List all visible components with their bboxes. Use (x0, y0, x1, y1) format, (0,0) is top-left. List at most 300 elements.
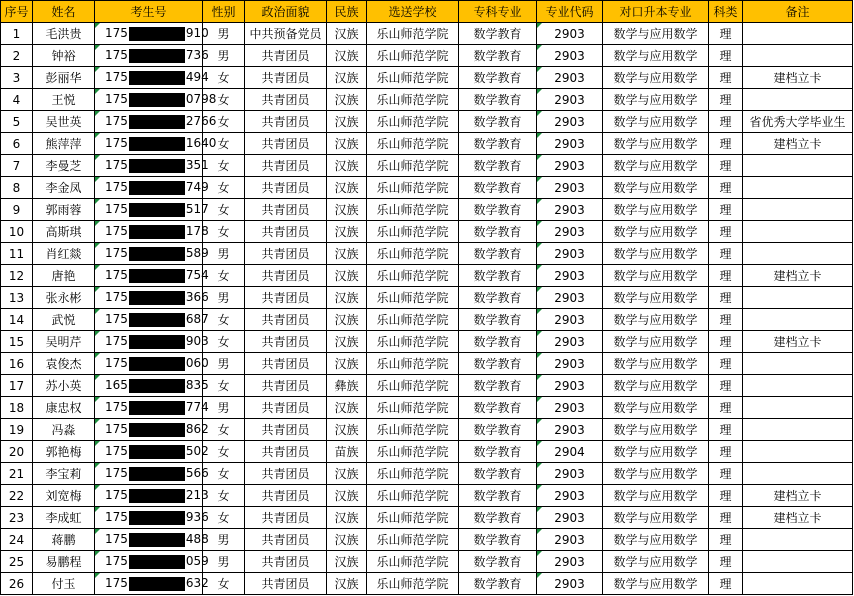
note-cell[interactable] (743, 199, 853, 221)
row-number-cell[interactable]: 22 (1, 485, 33, 507)
gender-cell[interactable]: 女 (203, 177, 245, 199)
exam-number-cell[interactable] (95, 243, 209, 265)
header-cell[interactable]: 选送学校 (367, 1, 459, 23)
major-code-cell[interactable] (537, 573, 603, 595)
gender-cell[interactable]: 女 (203, 463, 245, 485)
row-number-cell[interactable]: 20 (1, 441, 33, 463)
ethnicity-cell[interactable]: 汉族 (327, 111, 367, 133)
political-status-cell[interactable]: 共青团员 (245, 221, 327, 243)
ethnicity-cell[interactable]: 汉族 (327, 243, 367, 265)
major-code-cell[interactable] (537, 529, 603, 551)
political-status-cell[interactable]: 共青团员 (245, 397, 327, 419)
exam-number-cell[interactable] (95, 23, 209, 45)
row-number-cell[interactable]: 16 (1, 353, 33, 375)
name-cell[interactable]: 毛洪贵 (33, 23, 95, 45)
target-major-cell[interactable]: 数学与应用数学 (603, 23, 709, 45)
category-cell[interactable]: 理 (709, 353, 743, 375)
row-number-cell[interactable]: 6 (1, 133, 33, 155)
major-code-cell[interactable] (537, 419, 603, 441)
school-cell[interactable]: 乐山师范学院 (367, 441, 459, 463)
political-status-cell[interactable]: 共青团员 (245, 243, 327, 265)
ethnicity-cell[interactable]: 汉族 (327, 177, 367, 199)
political-status-cell[interactable]: 共青团员 (245, 507, 327, 529)
note-cell[interactable] (743, 573, 853, 595)
ethnicity-cell[interactable]: 汉族 (327, 397, 367, 419)
row-number-cell[interactable]: 7 (1, 155, 33, 177)
name-cell[interactable]: 高斯琪 (33, 221, 95, 243)
name-cell[interactable]: 吴世英 (33, 111, 95, 133)
political-status-cell[interactable]: 共青团员 (245, 551, 327, 573)
category-cell[interactable]: 理 (709, 111, 743, 133)
target-major-cell[interactable]: 数学与应用数学 (603, 397, 709, 419)
exam-number-cell[interactable] (95, 89, 217, 111)
target-major-cell[interactable]: 数学与应用数学 (603, 133, 709, 155)
header-cell[interactable]: 备注 (743, 1, 853, 23)
major-code-cell[interactable] (537, 265, 603, 287)
ethnicity-cell[interactable]: 汉族 (327, 287, 367, 309)
school-cell[interactable]: 乐山师范学院 (367, 309, 459, 331)
target-major-cell[interactable]: 数学与应用数学 (603, 353, 709, 375)
major-code-cell[interactable] (537, 155, 603, 177)
category-cell[interactable]: 理 (709, 67, 743, 89)
target-major-cell[interactable]: 数学与应用数学 (603, 199, 709, 221)
row-number-cell[interactable]: 24 (1, 529, 33, 551)
school-cell[interactable]: 乐山师范学院 (367, 243, 459, 265)
school-cell[interactable]: 乐山师范学院 (367, 419, 459, 441)
school-cell[interactable]: 乐山师范学院 (367, 529, 459, 551)
school-cell[interactable]: 乐山师范学院 (367, 331, 459, 353)
row-number-cell[interactable]: 25 (1, 551, 33, 573)
exam-number-cell[interactable] (95, 397, 209, 419)
major-cell[interactable]: 数学教育 (459, 507, 537, 529)
name-cell[interactable]: 苏小英 (33, 375, 95, 397)
note-cell[interactable] (743, 529, 853, 551)
exam-number-cell[interactable] (95, 419, 209, 441)
category-cell[interactable]: 理 (709, 221, 743, 243)
row-number-cell[interactable]: 10 (1, 221, 33, 243)
header-cell[interactable]: 专科专业 (459, 1, 537, 23)
political-status-cell[interactable]: 共青团员 (245, 133, 327, 155)
gender-cell[interactable]: 男 (203, 397, 245, 419)
category-cell[interactable]: 理 (709, 45, 743, 67)
ethnicity-cell[interactable]: 汉族 (327, 67, 367, 89)
political-status-cell[interactable]: 共青团员 (245, 265, 327, 287)
name-cell[interactable]: 熊萍萍 (33, 133, 95, 155)
row-number-cell[interactable]: 18 (1, 397, 33, 419)
major-cell[interactable]: 数学教育 (459, 287, 537, 309)
exam-number-cell[interactable] (95, 133, 217, 155)
note-cell[interactable] (743, 89, 853, 111)
major-cell[interactable]: 数学教育 (459, 375, 537, 397)
gender-cell[interactable]: 男 (203, 353, 245, 375)
major-code-cell[interactable] (537, 507, 603, 529)
exam-number-cell[interactable] (95, 485, 209, 507)
target-major-cell[interactable]: 数学与应用数学 (603, 67, 709, 89)
note-cell[interactable] (743, 287, 853, 309)
ethnicity-cell[interactable]: 汉族 (327, 155, 367, 177)
gender-cell[interactable]: 女 (203, 419, 245, 441)
political-status-cell[interactable]: 共青团员 (245, 155, 327, 177)
exam-number-cell[interactable] (95, 67, 209, 89)
major-code-cell[interactable] (537, 67, 603, 89)
target-major-cell[interactable]: 数学与应用数学 (603, 463, 709, 485)
school-cell[interactable]: 乐山师范学院 (367, 573, 459, 595)
political-status-cell[interactable]: 共青团员 (245, 353, 327, 375)
political-status-cell[interactable]: 共青团员 (245, 45, 327, 67)
note-cell[interactable]: 建档立卡 (743, 67, 853, 89)
ethnicity-cell[interactable]: 汉族 (327, 485, 367, 507)
major-code-cell[interactable] (537, 551, 603, 573)
name-cell[interactable]: 武悦 (33, 309, 95, 331)
school-cell[interactable]: 乐山师范学院 (367, 111, 459, 133)
target-major-cell[interactable]: 数学与应用数学 (603, 89, 709, 111)
political-status-cell[interactable]: 共青团员 (245, 485, 327, 507)
category-cell[interactable]: 理 (709, 397, 743, 419)
major-code-cell[interactable] (537, 221, 603, 243)
target-major-cell[interactable]: 数学与应用数学 (603, 45, 709, 67)
category-cell[interactable]: 理 (709, 89, 743, 111)
header-cell[interactable]: 姓名 (33, 1, 95, 23)
note-cell[interactable] (743, 419, 853, 441)
ethnicity-cell[interactable]: 汉族 (327, 45, 367, 67)
row-number-cell[interactable]: 12 (1, 265, 33, 287)
major-cell[interactable]: 数学教育 (459, 463, 537, 485)
major-cell[interactable]: 数学教育 (459, 573, 537, 595)
gender-cell[interactable]: 女 (203, 67, 245, 89)
note-cell[interactable] (743, 441, 853, 463)
school-cell[interactable]: 乐山师范学院 (367, 67, 459, 89)
exam-number-cell[interactable] (95, 441, 209, 463)
category-cell[interactable]: 理 (709, 441, 743, 463)
target-major-cell[interactable]: 数学与应用数学 (603, 485, 709, 507)
political-status-cell[interactable]: 共青团员 (245, 309, 327, 331)
ethnicity-cell[interactable]: 汉族 (327, 463, 367, 485)
ethnicity-cell[interactable]: 汉族 (327, 199, 367, 221)
major-cell[interactable]: 数学教育 (459, 221, 537, 243)
row-number-cell[interactable]: 4 (1, 89, 33, 111)
ethnicity-cell[interactable]: 汉族 (327, 89, 367, 111)
name-cell[interactable]: 吴明芹 (33, 331, 95, 353)
name-cell[interactable]: 李成虹 (33, 507, 95, 529)
political-status-cell[interactable]: 共青团员 (245, 441, 327, 463)
political-status-cell[interactable]: 共青团员 (245, 529, 327, 551)
major-code-cell[interactable] (537, 45, 603, 67)
political-status-cell[interactable]: 共青团员 (245, 111, 327, 133)
row-number-cell[interactable]: 13 (1, 287, 33, 309)
category-cell[interactable]: 理 (709, 287, 743, 309)
note-cell[interactable]: 建档立卡 (743, 331, 853, 353)
exam-number-cell[interactable] (95, 551, 209, 573)
exam-number-cell[interactable] (95, 309, 209, 331)
school-cell[interactable]: 乐山师范学院 (367, 89, 459, 111)
school-cell[interactable]: 乐山师范学院 (367, 353, 459, 375)
school-cell[interactable]: 乐山师范学院 (367, 23, 459, 45)
school-cell[interactable]: 乐山师范学院 (367, 221, 459, 243)
political-status-cell[interactable]: 中共预备党员 (245, 23, 327, 45)
political-status-cell[interactable]: 共青团员 (245, 419, 327, 441)
gender-cell[interactable]: 女 (203, 265, 245, 287)
exam-number-cell[interactable] (95, 287, 209, 309)
major-cell[interactable]: 数学教育 (459, 111, 537, 133)
name-cell[interactable]: 冯淼 (33, 419, 95, 441)
target-major-cell[interactable]: 数学与应用数学 (603, 221, 709, 243)
major-code-cell[interactable] (537, 397, 603, 419)
gender-cell[interactable]: 男 (203, 243, 245, 265)
political-status-cell[interactable]: 共青团员 (245, 287, 327, 309)
ethnicity-cell[interactable]: 汉族 (327, 573, 367, 595)
major-cell[interactable]: 数学教育 (459, 45, 537, 67)
target-major-cell[interactable]: 数学与应用数学 (603, 573, 709, 595)
note-cell[interactable]: 建档立卡 (743, 133, 853, 155)
note-cell[interactable] (743, 177, 853, 199)
name-cell[interactable]: 彭丽华 (33, 67, 95, 89)
political-status-cell[interactable]: 共青团员 (245, 89, 327, 111)
category-cell[interactable]: 理 (709, 375, 743, 397)
note-cell[interactable] (743, 463, 853, 485)
name-cell[interactable]: 郭雨蓉 (33, 199, 95, 221)
gender-cell[interactable]: 女 (203, 89, 245, 111)
target-major-cell[interactable]: 数学与应用数学 (603, 177, 709, 199)
major-code-cell[interactable] (537, 375, 603, 397)
name-cell[interactable]: 付玉 (33, 573, 95, 595)
name-cell[interactable]: 肖红燚 (33, 243, 95, 265)
school-cell[interactable]: 乐山师范学院 (367, 507, 459, 529)
exam-number-cell[interactable] (95, 45, 209, 67)
row-number-cell[interactable]: 17 (1, 375, 33, 397)
major-cell[interactable]: 数学教育 (459, 177, 537, 199)
school-cell[interactable]: 乐山师范学院 (367, 177, 459, 199)
gender-cell[interactable]: 女 (203, 375, 245, 397)
note-cell[interactable]: 建档立卡 (743, 485, 853, 507)
major-code-cell[interactable] (537, 177, 603, 199)
target-major-cell[interactable]: 数学与应用数学 (603, 331, 709, 353)
row-number-cell[interactable]: 5 (1, 111, 33, 133)
ethnicity-cell[interactable]: 汉族 (327, 551, 367, 573)
gender-cell[interactable]: 女 (203, 221, 245, 243)
exam-number-cell[interactable] (95, 221, 209, 243)
note-cell[interactable]: 建档立卡 (743, 507, 853, 529)
ethnicity-cell[interactable]: 汉族 (327, 265, 367, 287)
exam-number-cell[interactable] (95, 507, 209, 529)
header-cell[interactable]: 科类 (709, 1, 743, 23)
gender-cell[interactable]: 男 (203, 23, 245, 45)
name-cell[interactable]: 易鹏程 (33, 551, 95, 573)
ethnicity-cell[interactable]: 汉族 (327, 507, 367, 529)
category-cell[interactable]: 理 (709, 529, 743, 551)
major-cell[interactable]: 数学教育 (459, 265, 537, 287)
major-cell[interactable]: 数学教育 (459, 89, 537, 111)
header-cell[interactable]: 民族 (327, 1, 367, 23)
gender-cell[interactable]: 女 (203, 441, 245, 463)
ethnicity-cell[interactable]: 汉族 (327, 353, 367, 375)
gender-cell[interactable]: 男 (203, 551, 245, 573)
target-major-cell[interactable]: 数学与应用数学 (603, 507, 709, 529)
ethnicity-cell[interactable]: 汉族 (327, 133, 367, 155)
school-cell[interactable]: 乐山师范学院 (367, 551, 459, 573)
row-number-cell[interactable]: 21 (1, 463, 33, 485)
note-cell[interactable] (743, 45, 853, 67)
school-cell[interactable]: 乐山师范学院 (367, 155, 459, 177)
row-number-cell[interactable]: 8 (1, 177, 33, 199)
category-cell[interactable]: 理 (709, 199, 743, 221)
gender-cell[interactable]: 女 (203, 309, 245, 331)
major-code-cell[interactable] (537, 353, 603, 375)
major-cell[interactable]: 数学教育 (459, 67, 537, 89)
target-major-cell[interactable]: 数学与应用数学 (603, 111, 709, 133)
major-code-cell[interactable] (537, 199, 603, 221)
school-cell[interactable]: 乐山师范学院 (367, 133, 459, 155)
category-cell[interactable]: 理 (709, 331, 743, 353)
exam-number-cell[interactable] (95, 111, 217, 133)
gender-cell[interactable]: 女 (203, 507, 245, 529)
note-cell[interactable] (743, 243, 853, 265)
row-number-cell[interactable]: 26 (1, 573, 33, 595)
note-cell[interactable] (743, 375, 853, 397)
name-cell[interactable]: 李宝莉 (33, 463, 95, 485)
category-cell[interactable]: 理 (709, 485, 743, 507)
name-cell[interactable]: 王悦 (33, 89, 95, 111)
major-code-cell[interactable] (537, 463, 603, 485)
name-cell[interactable]: 蒋鹏 (33, 529, 95, 551)
row-number-cell[interactable]: 9 (1, 199, 33, 221)
gender-cell[interactable]: 女 (203, 133, 245, 155)
row-number-cell[interactable]: 15 (1, 331, 33, 353)
target-major-cell[interactable]: 数学与应用数学 (603, 419, 709, 441)
ethnicity-cell[interactable]: 汉族 (327, 221, 367, 243)
major-code-cell[interactable] (537, 441, 603, 463)
school-cell[interactable]: 乐山师范学院 (367, 199, 459, 221)
major-code-cell[interactable] (537, 287, 603, 309)
category-cell[interactable]: 理 (709, 507, 743, 529)
political-status-cell[interactable]: 共青团员 (245, 199, 327, 221)
gender-cell[interactable]: 女 (203, 485, 245, 507)
row-number-cell[interactable]: 23 (1, 507, 33, 529)
category-cell[interactable]: 理 (709, 23, 743, 45)
major-cell[interactable]: 数学教育 (459, 551, 537, 573)
school-cell[interactable]: 乐山师范学院 (367, 463, 459, 485)
school-cell[interactable]: 乐山师范学院 (367, 265, 459, 287)
note-cell[interactable] (743, 551, 853, 573)
category-cell[interactable]: 理 (709, 309, 743, 331)
exam-number-cell[interactable] (95, 177, 209, 199)
ethnicity-cell[interactable]: 汉族 (327, 309, 367, 331)
category-cell[interactable]: 理 (709, 573, 743, 595)
name-cell[interactable]: 李曼芝 (33, 155, 95, 177)
major-cell[interactable]: 数学教育 (459, 199, 537, 221)
row-number-cell[interactable]: 3 (1, 67, 33, 89)
major-code-cell[interactable] (537, 89, 603, 111)
political-status-cell[interactable]: 共青团员 (245, 573, 327, 595)
ethnicity-cell[interactable]: 彝族 (327, 375, 367, 397)
target-major-cell[interactable]: 数学与应用数学 (603, 309, 709, 331)
name-cell[interactable]: 袁俊杰 (33, 353, 95, 375)
note-cell[interactable]: 建档立卡 (743, 265, 853, 287)
target-major-cell[interactable]: 数学与应用数学 (603, 441, 709, 463)
political-status-cell[interactable]: 共青团员 (245, 177, 327, 199)
gender-cell[interactable]: 男 (203, 529, 245, 551)
header-cell[interactable]: 序号 (1, 1, 33, 23)
major-code-cell[interactable] (537, 309, 603, 331)
header-cell[interactable]: 考生号 (95, 1, 203, 23)
exam-number-cell[interactable] (95, 199, 209, 221)
major-cell[interactable]: 数学教育 (459, 419, 537, 441)
exam-number-cell[interactable] (95, 463, 209, 485)
category-cell[interactable]: 理 (709, 419, 743, 441)
note-cell[interactable] (743, 23, 853, 45)
exam-number-cell[interactable] (95, 353, 209, 375)
major-cell[interactable]: 数学教育 (459, 441, 537, 463)
name-cell[interactable]: 张永彬 (33, 287, 95, 309)
political-status-cell[interactable]: 共青团员 (245, 375, 327, 397)
name-cell[interactable]: 钟裕 (33, 45, 95, 67)
row-number-cell[interactable]: 2 (1, 45, 33, 67)
gender-cell[interactable]: 男 (203, 45, 245, 67)
ethnicity-cell[interactable]: 汉族 (327, 23, 367, 45)
exam-number-cell[interactable] (95, 155, 209, 177)
row-number-cell[interactable]: 19 (1, 419, 33, 441)
school-cell[interactable]: 乐山师范学院 (367, 45, 459, 67)
major-cell[interactable]: 数学教育 (459, 23, 537, 45)
name-cell[interactable]: 李金凤 (33, 177, 95, 199)
note-cell[interactable] (743, 309, 853, 331)
header-cell[interactable]: 对口升本专业 (603, 1, 709, 23)
gender-cell[interactable]: 女 (203, 155, 245, 177)
name-cell[interactable]: 刘宽梅 (33, 485, 95, 507)
target-major-cell[interactable]: 数学与应用数学 (603, 265, 709, 287)
major-code-cell[interactable] (537, 23, 603, 45)
major-cell[interactable]: 数学教育 (459, 133, 537, 155)
gender-cell[interactable]: 女 (203, 573, 245, 595)
major-code-cell[interactable] (537, 485, 603, 507)
political-status-cell[interactable]: 共青团员 (245, 67, 327, 89)
target-major-cell[interactable]: 数学与应用数学 (603, 529, 709, 551)
exam-number-cell[interactable] (95, 573, 209, 595)
major-cell[interactable]: 数学教育 (459, 485, 537, 507)
header-cell[interactable]: 性别 (203, 1, 245, 23)
row-number-cell[interactable]: 1 (1, 23, 33, 45)
category-cell[interactable]: 理 (709, 177, 743, 199)
target-major-cell[interactable]: 数学与应用数学 (603, 243, 709, 265)
gender-cell[interactable]: 女 (203, 199, 245, 221)
gender-cell[interactable]: 女 (203, 331, 245, 353)
row-number-cell[interactable]: 14 (1, 309, 33, 331)
category-cell[interactable]: 理 (709, 243, 743, 265)
exam-number-cell[interactable] (95, 265, 209, 287)
major-code-cell[interactable] (537, 111, 603, 133)
category-cell[interactable]: 理 (709, 155, 743, 177)
school-cell[interactable]: 乐山师范学院 (367, 375, 459, 397)
name-cell[interactable]: 郭艳梅 (33, 441, 95, 463)
exam-number-cell[interactable] (95, 331, 209, 353)
exam-number-cell[interactable] (95, 529, 209, 551)
target-major-cell[interactable]: 数学与应用数学 (603, 155, 709, 177)
major-cell[interactable]: 数学教育 (459, 243, 537, 265)
school-cell[interactable]: 乐山师范学院 (367, 485, 459, 507)
category-cell[interactable]: 理 (709, 133, 743, 155)
political-status-cell[interactable]: 共青团员 (245, 463, 327, 485)
name-cell[interactable]: 康忠权 (33, 397, 95, 419)
header-cell[interactable]: 政治面貌 (245, 1, 327, 23)
major-cell[interactable]: 数学教育 (459, 331, 537, 353)
gender-cell[interactable]: 男 (203, 287, 245, 309)
school-cell[interactable]: 乐山师范学院 (367, 397, 459, 419)
target-major-cell[interactable]: 数学与应用数学 (603, 551, 709, 573)
ethnicity-cell[interactable]: 汉族 (327, 331, 367, 353)
note-cell[interactable] (743, 397, 853, 419)
major-cell[interactable]: 数学教育 (459, 353, 537, 375)
major-code-cell[interactable] (537, 133, 603, 155)
major-cell[interactable]: 数学教育 (459, 529, 537, 551)
